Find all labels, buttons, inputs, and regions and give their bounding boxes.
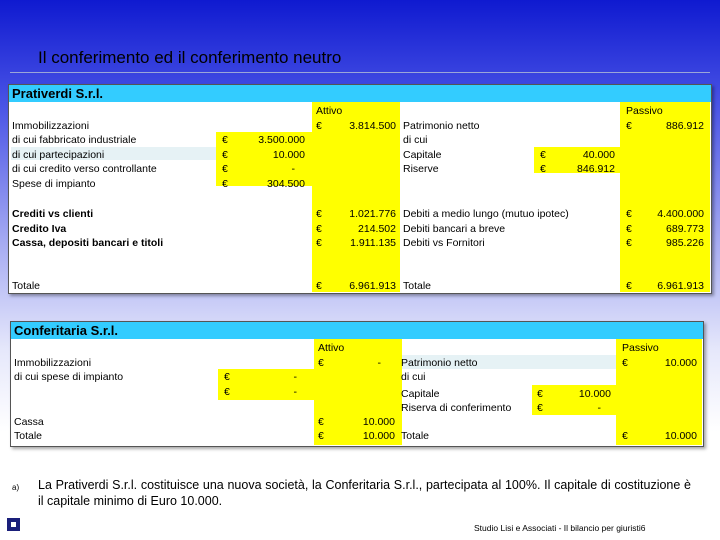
- passivo-header: Passivo: [626, 105, 663, 117]
- page-number: 6: [640, 523, 646, 533]
- currency-symbol: €: [540, 149, 546, 161]
- company-name: Prativerdi S.r.l.: [12, 86, 104, 101]
- amount: -: [597, 402, 601, 414]
- footer-text: [474, 523, 646, 533]
- attivo-header: Attivo: [318, 342, 345, 354]
- row-label: Credito Iva: [12, 223, 67, 235]
- amount: 10.000: [664, 430, 697, 442]
- currency-symbol: €: [222, 149, 228, 161]
- totale-label: Totale: [12, 280, 41, 292]
- amount: 846.912: [577, 163, 615, 175]
- currency-symbol: €: [318, 416, 324, 428]
- row-label: di cui fabbricato industriale: [12, 134, 137, 146]
- amount: 10.000: [664, 357, 697, 369]
- row-label: Riserve: [403, 163, 439, 175]
- row-label: Cassa, depositi bancari e titoli: [12, 237, 164, 249]
- row-label: Crediti vs clienti: [12, 208, 94, 220]
- amount: 6.961.913: [657, 280, 704, 292]
- row-label: di cui: [403, 134, 428, 146]
- row-label: Immobilizzazioni: [12, 120, 90, 132]
- amount: -: [293, 386, 297, 398]
- currency-symbol: €: [318, 357, 324, 369]
- amount: 886.912: [666, 120, 704, 132]
- currency-symbol: €: [537, 402, 543, 414]
- currency-symbol: €: [537, 388, 543, 400]
- totale-label: Totale: [14, 430, 43, 442]
- currency-symbol: €: [222, 178, 228, 190]
- amount: 10.000: [272, 149, 305, 161]
- currency-symbol: €: [316, 223, 322, 235]
- list-bullet: a): [12, 483, 20, 492]
- row-label: di cui credito verso controllante: [12, 163, 157, 175]
- amount: 1.021.776: [349, 208, 396, 220]
- table-header-bar: [9, 85, 711, 102]
- passivo-header: Passivo: [622, 342, 659, 354]
- row-label: Debiti a medio lungo (mutuo ipotec): [403, 208, 569, 220]
- row-label: di cui partecipazioni: [12, 149, 105, 161]
- currency-symbol: €: [540, 163, 546, 175]
- currency-symbol: €: [626, 237, 632, 249]
- currency-symbol: €: [626, 280, 632, 292]
- row-label: Riserva di conferimento: [401, 402, 512, 414]
- footer-label: Studio Lisi e Associati - Il bilancio per giuristi: [474, 523, 641, 533]
- amount: -: [377, 357, 381, 369]
- attivo-header: Attivo: [316, 105, 343, 117]
- currency-symbol: €: [622, 357, 628, 369]
- row-label: di cui spese di impianto: [14, 371, 124, 383]
- explanatory-note: La Prativerdi S.r.l. costituisce una nuova società, la Conferitaria S.r.l., partecipata al 100%. Il capitale di costituzione è il capitale minimo di Euro 10.000.: [38, 478, 691, 508]
- currency-symbol: €: [626, 223, 632, 235]
- row-label: Patrimonio netto: [401, 357, 478, 369]
- row-label: Spese di impianto: [12, 178, 96, 190]
- row-label: Debiti vs Fornitori: [403, 237, 485, 249]
- amount: -: [293, 371, 297, 383]
- amount: 1.911.135: [350, 237, 396, 249]
- amount: 985.226: [666, 237, 704, 249]
- currency-symbol: €: [222, 163, 228, 175]
- amount: 40.000: [582, 149, 615, 161]
- amount: 3.500.000: [258, 134, 305, 146]
- row-label: Capitale: [403, 149, 442, 161]
- amount: 304.500: [267, 178, 305, 190]
- currency-symbol: €: [622, 430, 628, 442]
- totale-label: Totale: [403, 280, 432, 292]
- title-divider: [10, 72, 710, 73]
- row-label: Capitale: [401, 388, 440, 400]
- currency-symbol: €: [222, 134, 228, 146]
- amount: 10.000: [362, 416, 395, 428]
- slide-title: Il conferimento ed il conferimento neutro: [38, 48, 342, 67]
- currency-symbol: €: [626, 120, 632, 132]
- amount: 4.400.000: [657, 208, 704, 220]
- currency-symbol: €: [316, 280, 322, 292]
- amount: 10.000: [578, 388, 611, 400]
- currency-symbol: €: [316, 237, 322, 249]
- row-label: Immobilizzazioni: [14, 357, 92, 369]
- amount: 6.961.913: [349, 280, 396, 292]
- row-label: di cui: [401, 371, 426, 383]
- balance-sheet-prativerdi: [8, 84, 712, 294]
- amount: 214.502: [358, 223, 396, 235]
- amount: 3.814.500: [349, 120, 396, 132]
- row-label: Debiti bancari a breve: [403, 223, 506, 235]
- amount: 689.773: [666, 223, 704, 235]
- slide-logo-icon: [6, 517, 21, 532]
- currency-symbol: €: [316, 120, 322, 132]
- amount: 10.000: [362, 430, 395, 442]
- balance-sheet-conferitaria: [10, 321, 704, 447]
- row-label: Patrimonio netto: [403, 120, 480, 132]
- company-name: Conferitaria S.r.l.: [14, 323, 119, 338]
- currency-symbol: €: [626, 208, 632, 220]
- currency-symbol: €: [224, 371, 230, 383]
- row-label: Cassa: [14, 416, 44, 428]
- totale-label: Totale: [401, 430, 430, 442]
- currency-symbol: €: [224, 386, 230, 398]
- currency-symbol: €: [316, 208, 322, 220]
- currency-symbol: €: [318, 430, 324, 442]
- amount: -: [291, 163, 295, 175]
